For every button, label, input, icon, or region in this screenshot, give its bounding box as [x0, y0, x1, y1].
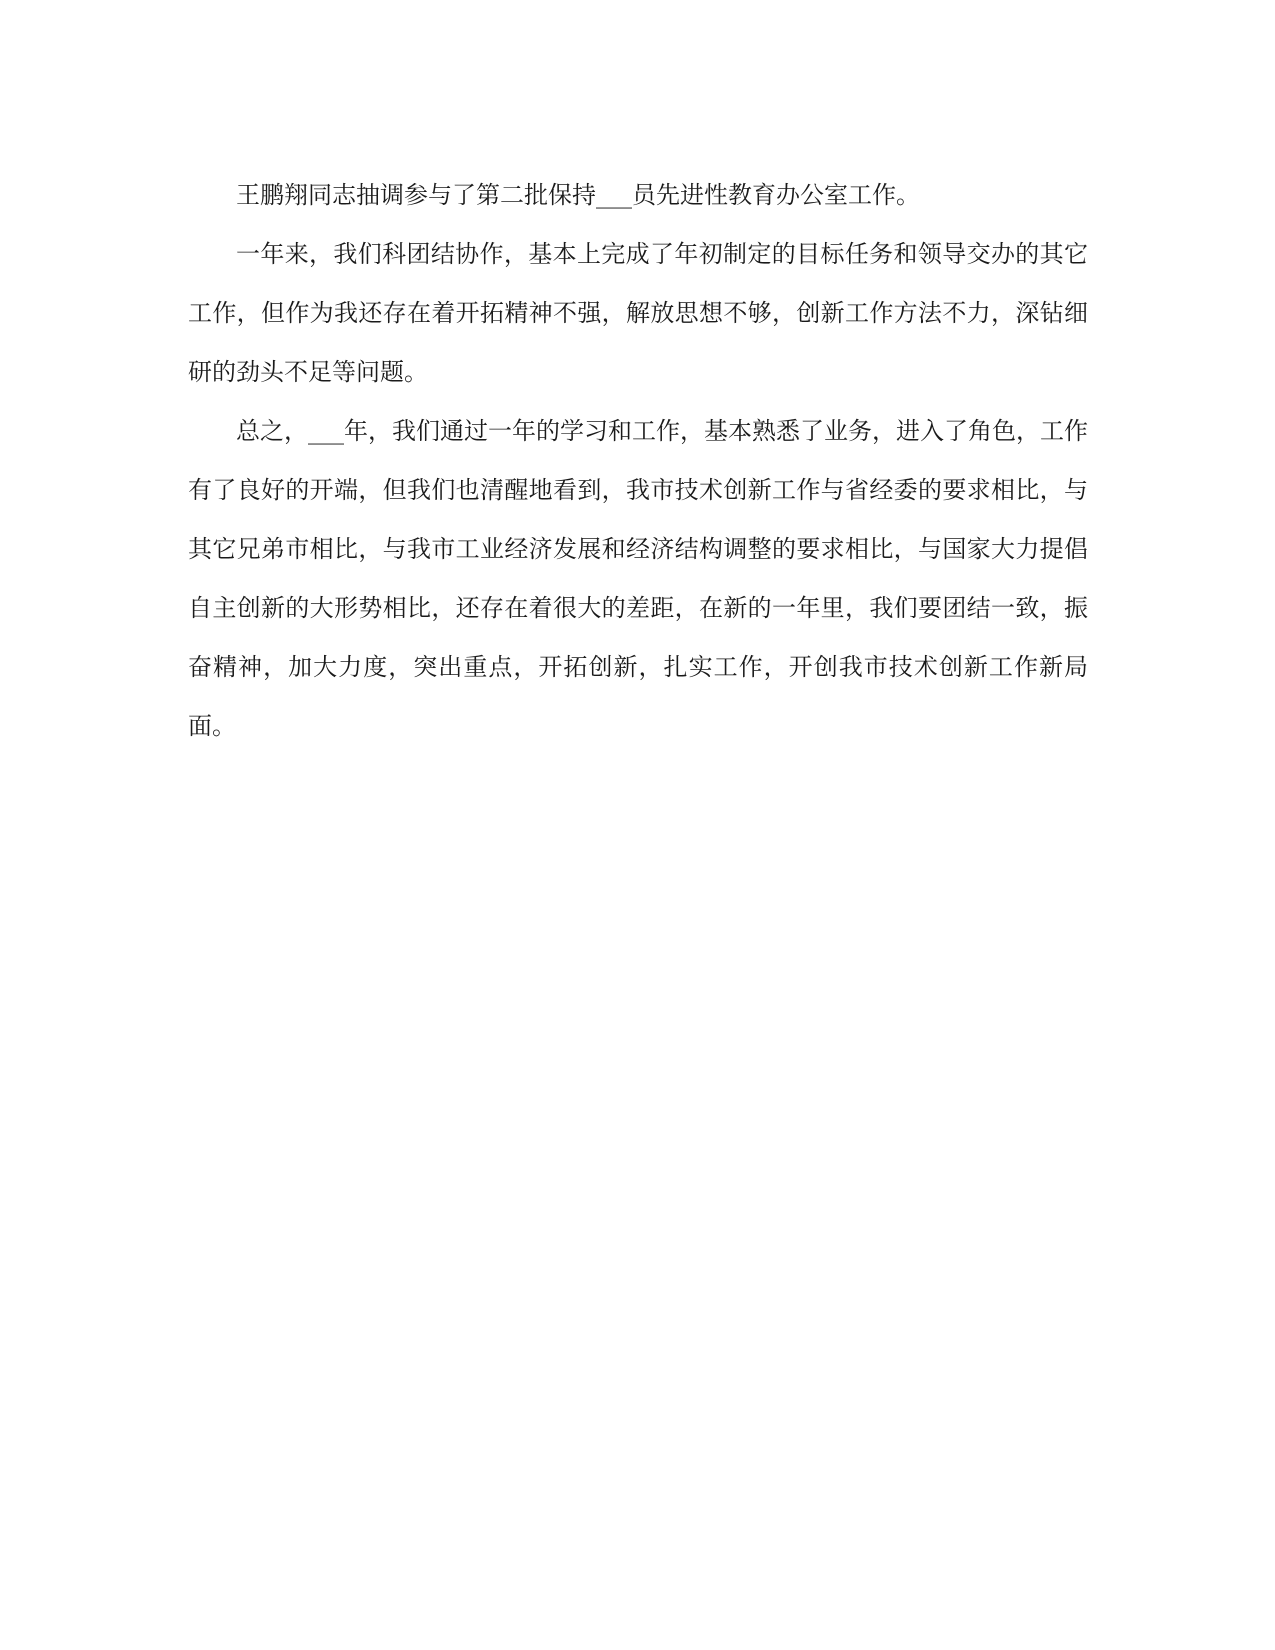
paragraph: 王鹏翔同志抽调参与了第二批保持___员先进性教育办公室工作。 — [236, 181, 920, 209]
paragraph: 总之，___年，我们通过一年的学习和工作，基本熟悉了业务，进入了角色，工作有了良好的开端，但我们也清醒地看到，我市技术创新工作与省经委的要求相比，与其它兄弟市相比，与我市工业经济发展和经济结构调整的要求相比，与国家大力提倡自主创新的大形势相比，还存在着很大的差距，在新的一年里，我们要团结一致，振奋精神，加大力度，突出重点，开拓创新，扎实工作，开创我市技术创新工作新局面。 — [188, 417, 1088, 740]
paragraph: 一年来，我们科团结协作，基本上完成了年初制定的目标任务和领导交办的其它工作，但作为我还存在着开拓精神不强，解放思想不够，创新工作方法不力，深钻细研的劲头不足等问题。 — [188, 240, 1088, 386]
document-body — [188, 166, 1088, 756]
